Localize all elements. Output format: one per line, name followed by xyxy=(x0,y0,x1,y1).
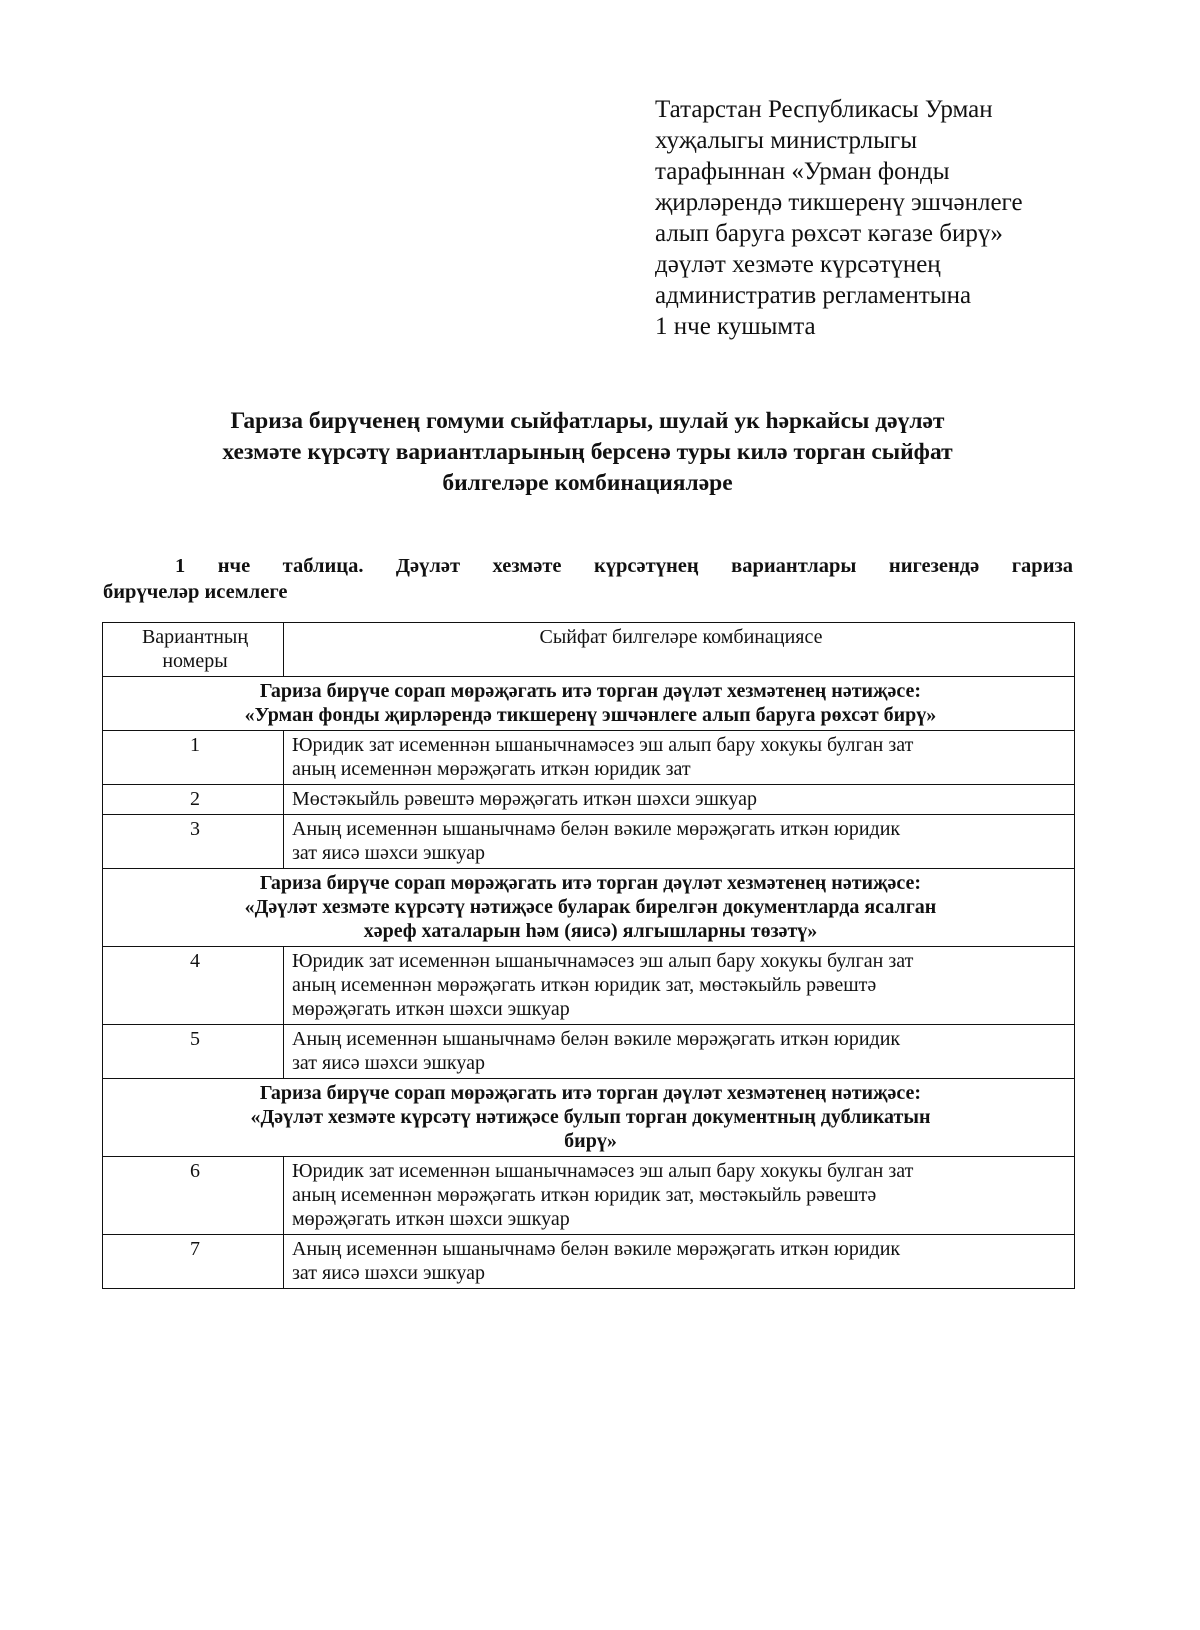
section-title-line: бирү» xyxy=(564,1130,617,1152)
variant-description xyxy=(284,1235,1075,1289)
variant-description xyxy=(284,1157,1075,1235)
variant-number: 7 xyxy=(103,1235,284,1289)
variant-number: 4 xyxy=(103,947,284,1025)
description-line: Мөстәкыйль рәвештә мөрәҗәгать иткән шәхси эшкуар xyxy=(292,788,758,810)
table-header-row xyxy=(103,623,1075,677)
annex-line: дәүләт хезмәте күрсәтүнең xyxy=(655,251,941,278)
description-line: аның исеменнән мөрәҗәгать иткән юридик зат xyxy=(292,758,691,780)
header-combination: Сыйфат билгеләре комбинациясе xyxy=(284,623,1075,677)
title-line: Гариза бирүченең гомуми сыйфатлары, шулай ук һәркайсы дәүләт xyxy=(230,408,945,434)
description-line: мөрәҗәгать иткән шәхси эшкуар xyxy=(292,1208,570,1230)
variant-description xyxy=(284,947,1075,1025)
annex-line: тарафыннан «Урман фонды xyxy=(655,158,950,185)
description-line: Юридик зат исеменнән ышанычнамәсез эш алып бару хокукы булган зат xyxy=(292,950,914,972)
section-title xyxy=(103,677,1075,731)
variant-number: 1 xyxy=(103,731,284,785)
caption-line: 1 нче таблица. Дәүләт хезмәте күрсәтүнең вариантлары нигезендә гариза xyxy=(175,555,1073,577)
section-title-line: «Дәүләт хезмәте күрсәтү нәтиҗәсе буларак бирелгән документларда ясалган xyxy=(244,896,937,918)
section-title xyxy=(103,869,1075,947)
document-title xyxy=(100,406,1075,499)
table-row xyxy=(103,785,1075,815)
variant-number: 5 xyxy=(103,1025,284,1079)
table-row xyxy=(103,815,1075,869)
annex-line: Татарстан Республикасы Урман xyxy=(655,96,993,123)
title-line: билгеләре комбинацияләре xyxy=(442,470,733,496)
section-row xyxy=(103,1079,1075,1157)
table-row xyxy=(103,1157,1075,1235)
table-row xyxy=(103,731,1075,785)
annex-line: 1 нче кушымта xyxy=(655,313,816,340)
description-line: зат яисә шәхси эшкуар xyxy=(292,842,485,864)
caption-line: бирүчеләр исемлеге xyxy=(103,581,288,603)
section-title-line: Гариза бирүче сорап мөрәҗәгать итә торган дәүләт хезмәтенең нәтиҗәсе: xyxy=(259,680,922,702)
variant-number: 6 xyxy=(103,1157,284,1235)
section-title-line: хәреф хаталарын һәм (яисә) ялгышларны төзәтү» xyxy=(363,920,818,942)
description-line: Юридик зат исеменнән ышанычнамәсез эш алып бару хокукы булган зат xyxy=(292,734,914,756)
annex-note xyxy=(655,94,1105,342)
table-caption xyxy=(103,553,1073,605)
description-line: аның исеменнән мөрәҗәгать иткән юридик зат, мөстәкыйль рәвештә xyxy=(292,974,877,996)
table-row xyxy=(103,1235,1075,1289)
variant-number: 2 xyxy=(103,785,284,815)
description-line: мөрәҗәгать иткән шәхси эшкуар xyxy=(292,998,570,1020)
variant-number: 3 xyxy=(103,815,284,869)
section-title-line: Гариза бирүче сорап мөрәҗәгать итә торган дәүләт хезмәтенең нәтиҗәсе: xyxy=(259,1082,922,1104)
annex-line: административ регламентына xyxy=(655,282,972,309)
section-row xyxy=(103,677,1075,731)
description-line: аның исеменнән мөрәҗәгать иткән юридик зат, мөстәкыйль рәвештә xyxy=(292,1184,877,1206)
header-variant-number: Вариантның номеры xyxy=(103,623,284,677)
variant-description xyxy=(284,785,1075,815)
title-line: хезмәте күрсәтү вариантларының берсенә туры килә торган сыйфат xyxy=(222,439,953,465)
section-title xyxy=(103,1079,1075,1157)
variant-description xyxy=(284,731,1075,785)
variant-description xyxy=(284,815,1075,869)
table-row xyxy=(103,1025,1075,1079)
section-title-line: Гариза бирүче сорап мөрәҗәгать итә торган дәүләт хезмәтенең нәтиҗәсе: xyxy=(259,872,922,894)
section-title-line: «Дәүләт хезмәте күрсәтү нәтиҗәсе булып торган документның дубликатын xyxy=(250,1106,931,1128)
annex-line: хуҗалыгы министрлыгы xyxy=(655,127,917,154)
annex-line: җирләрендә тикшеренү эшчәнлеге xyxy=(655,189,1023,216)
table-row xyxy=(103,947,1075,1025)
section-row xyxy=(103,869,1075,947)
description-line: Аның исеменнән ышанычнамә белән вәкиле мөрәҗәгать иткән юридик xyxy=(292,1028,901,1050)
description-line: Аның исеменнән ышанычнамә белән вәкиле мөрәҗәгать иткән юридик xyxy=(292,818,901,840)
description-line: Аның исеменнән ышанычнамә белән вәкиле мөрәҗәгать иткән юридик xyxy=(292,1238,901,1260)
description-line: зат яисә шәхси эшкуар xyxy=(292,1262,485,1284)
annex-line: алып баруга рөхсәт кәгазе бирү» xyxy=(655,220,1003,247)
description-line: Юридик зат исеменнән ышанычнамәсез эш алып бару хокукы булган зат xyxy=(292,1160,914,1182)
section-title-line: «Урман фонды җирләрендә тикшеренү эшчәнлеге алып баруга рөхсәт бирү» xyxy=(244,704,937,726)
variant-description xyxy=(284,1025,1075,1079)
description-line: зат яисә шәхси эшкуар xyxy=(292,1052,485,1074)
variants-table xyxy=(102,622,1075,1289)
